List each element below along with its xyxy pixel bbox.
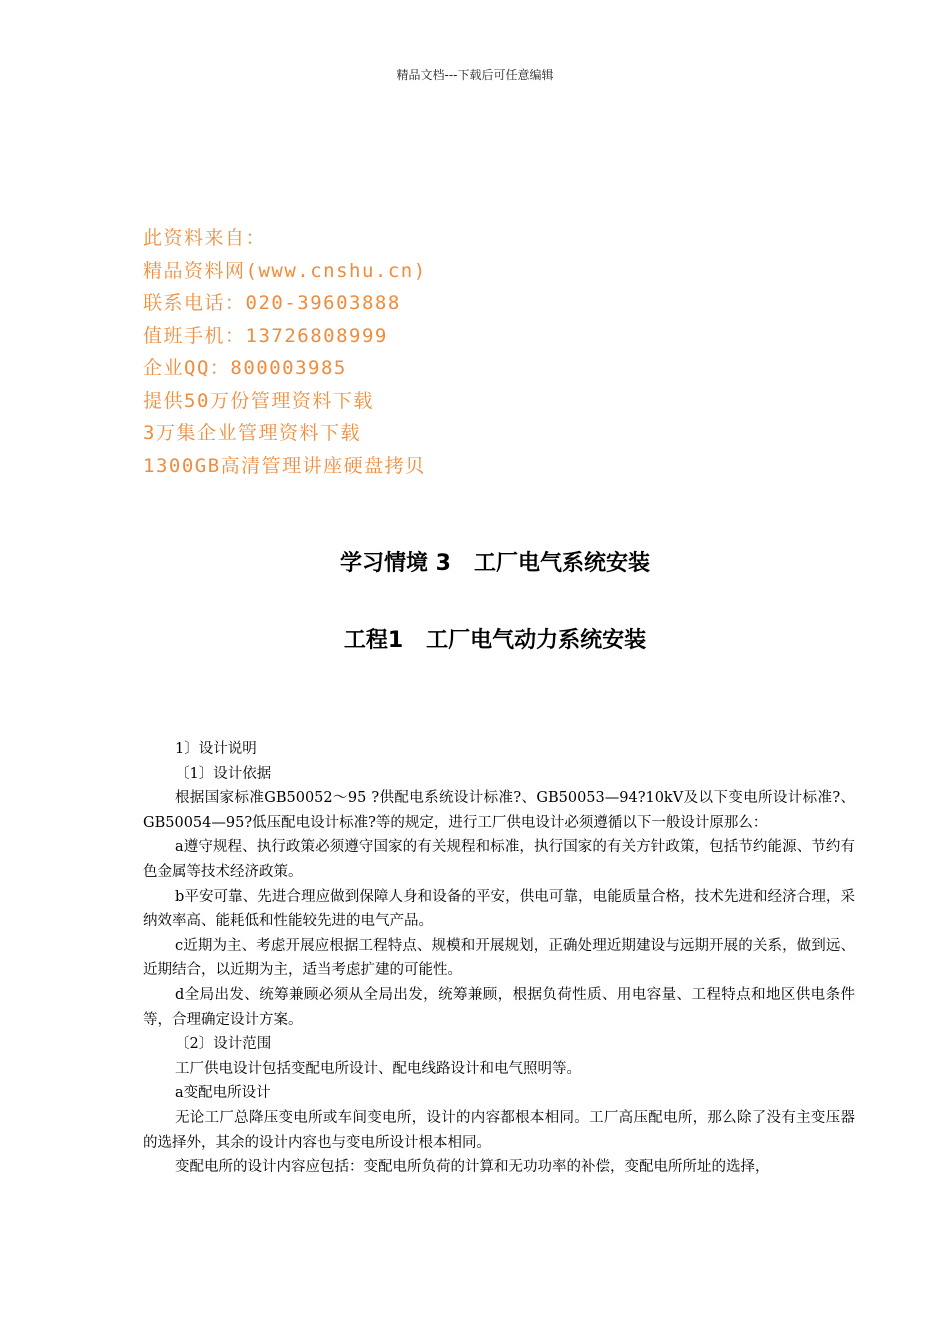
promo-line-episodes: 3万集企业管理资料下载 xyxy=(143,422,361,444)
paragraph-principle-d: d全局出发、统筹兼顾必须从全局出发，统筹兼顾，根据负荷性质、用电容量、工程特点和地区供电条件等，合理确定设计方案。 xyxy=(143,986,855,1028)
promo-line-website: 精品资料网(www.cnshu.cn) xyxy=(143,259,427,282)
paragraph-principle-c: c近期为主、考虑开展应根据工程特点、规模和开展规划，正确处理近期建设与远期开展的关系，做到远、近期结合，以近期为主，适当考虑扩建的可能性。 xyxy=(143,937,855,979)
promo-line-qq: 企业QQ：800003985 xyxy=(143,357,347,379)
chapter-title: 学习情境 3 工厂电气系统安装 xyxy=(340,551,650,576)
paragraph-scope: 工厂供电设计包括变配电所设计、配电线路设计和电气照明等。 xyxy=(175,1060,581,1077)
promo-block xyxy=(143,222,743,482)
promo-line-source: 此资料来自： xyxy=(143,227,267,249)
paragraph-principle-a: a遵守规程、执行政策必须遵守国家的有关规程和标准，执行国家的有关方针政策，包括节约能源、节约有色金属等技术经济政策。 xyxy=(143,839,855,880)
paragraph-principle-b: b平安可靠、先进合理应做到保障人身和设备的平安，供电可靠，电能质量合格，技术先进和经济合理，采纳效率高、能耗低和性能较先进的电气产品。 xyxy=(143,888,855,930)
promo-line-lectures: 1300GB高清管理讲座硬盘拷贝 xyxy=(143,454,426,477)
subheading-substation-design: a变配电所设计 xyxy=(175,1085,271,1102)
paragraph-substation: 无论工厂总降压变电所或车间变电所，设计的内容都根本相同。工厂高压配电所，那么除了没有主变压器的选择外，其余的设计内容也与变电所设计根本相同。 xyxy=(143,1109,855,1151)
section-title: 工程1 工厂电气动力系统安装 xyxy=(343,628,647,653)
subheading-design-basis: 〔1〕设计依据 xyxy=(175,765,272,782)
paragraph-standards: 根据国家标准GB50052～95 ?供配电系统设计标准?、GB50053—94?10kV及以下变电所设计标准?、GB50054—95?低压配电设计标准?等的规定，进行工厂供电设计必须遵循以下一般设计原那么： xyxy=(143,790,855,831)
promo-line-phone: 联系电话：020-39603888 xyxy=(143,292,401,314)
page-header-note: 精品文档---下载后可任意编辑 xyxy=(396,68,554,82)
promo-line-mobile: 值班手机：13726808999 xyxy=(143,324,388,347)
heading-design-notes: 1〕设计说明 xyxy=(175,741,257,757)
paragraph-substation-content: 变配电所的设计内容应包括：变配电所负荷的计算和无功功率的补偿，变配电所所址的选择， xyxy=(175,1159,770,1176)
document-body xyxy=(143,737,855,1180)
promo-line-downloads: 提供50万份管理资料下载 xyxy=(143,389,374,412)
subheading-design-scope: 〔2〕设计范围 xyxy=(175,1036,272,1053)
